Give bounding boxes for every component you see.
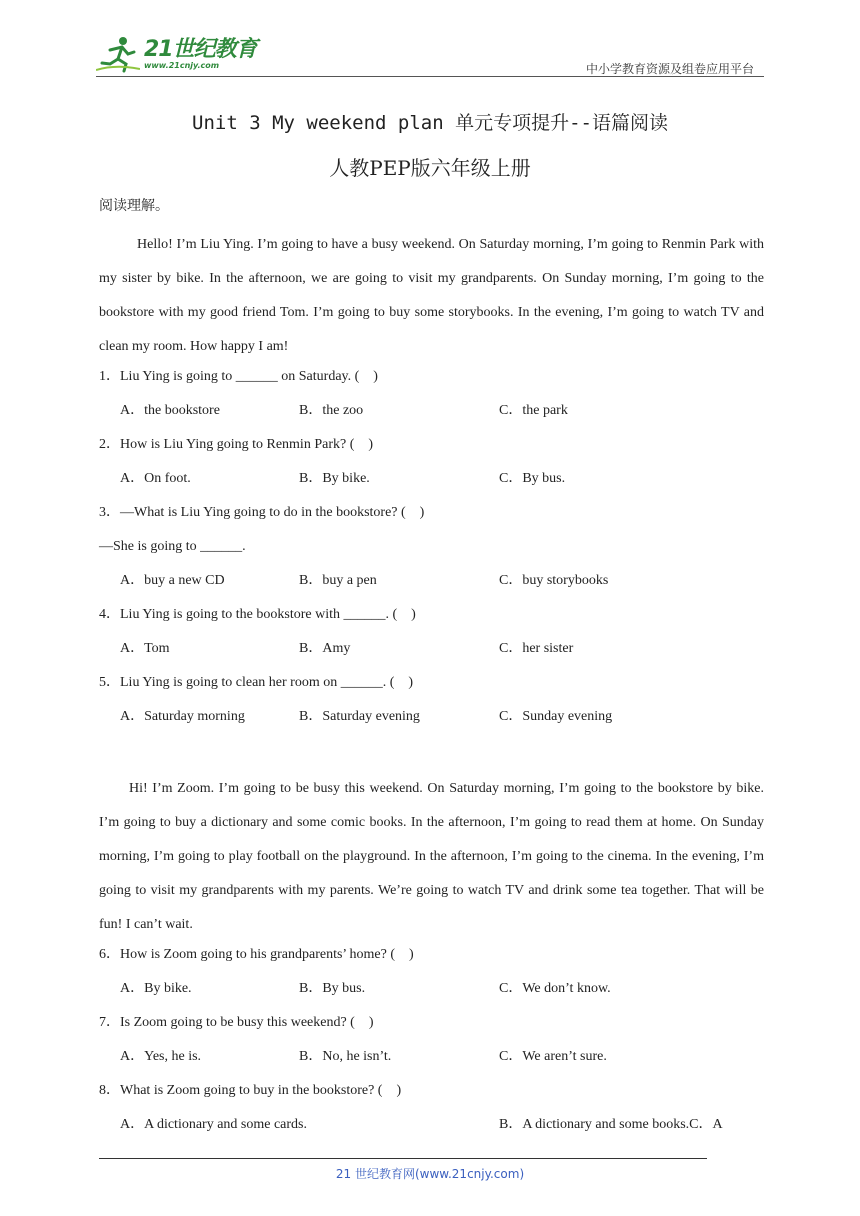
option-a: A．the bookstore bbox=[120, 403, 220, 418]
question-7-options bbox=[99, 1044, 764, 1078]
question-3-answer-stem: —She is going to ______. bbox=[99, 539, 246, 554]
page-header bbox=[96, 30, 764, 78]
question-1: 1．Liu Ying is going to ______ on Saturday. ( ) bbox=[99, 369, 378, 384]
question-8: 8．What is Zoom going to buy in the bookstore? ( ) bbox=[99, 1083, 402, 1098]
option-a: A．A dictionary and some cards. bbox=[120, 1117, 308, 1132]
option-b: B．A dictionary and some books.C．A bbox=[499, 1117, 723, 1132]
document-title: Unit 3 My weekend plan 单元专项提升--语篇阅读 bbox=[192, 112, 668, 134]
passage-2: Hi! I’m Zoom. I’m going to be busy this weekend. On Saturday morning, I’m going to the bookstore by bike. I’m going to buy a dictionary and some comic books. In the afternoon, I’m going to read them at home. On Sunday morning, I’m going to play football on the playground. In the afternoon, I’m going to the cinema. In the evening, I’m going to visit my grandparents with my parents. We’re going to watch TV and drink some tea together. That will be fun! I can’t wait. bbox=[99, 781, 764, 932]
question-7: 7．Is Zoom going to be busy this weekend? ( ) bbox=[99, 1015, 374, 1030]
option-a: A．Yes, he is. bbox=[120, 1049, 202, 1064]
question-4: 4．Liu Ying is going to the bookstore with ______. ( ) bbox=[99, 607, 416, 622]
question-8-options bbox=[99, 1112, 764, 1146]
option-b: B．By bike. bbox=[299, 471, 370, 486]
option-a: A．By bike. bbox=[120, 981, 192, 996]
option-c: C．Sunday evening bbox=[499, 709, 613, 724]
question-5-options bbox=[99, 704, 764, 738]
footer-text: 21 世纪教育网(www.21cnjy.com) bbox=[335, 1167, 525, 1181]
question-5: 5．Liu Ying is going to clean her room on ______. ( ) bbox=[99, 675, 414, 690]
section-label: 阅读理解。 bbox=[99, 199, 169, 214]
platform-name: 中小学教育资源及组卷应用平台 bbox=[585, 62, 754, 76]
logo bbox=[96, 34, 257, 74]
question-2-options bbox=[99, 466, 764, 500]
option-b: B．No, he isn’t. bbox=[299, 1049, 392, 1064]
option-b: B．Saturday evening bbox=[299, 709, 420, 724]
option-c: C．By bus. bbox=[499, 471, 566, 486]
passage-1: Hello! I’m Liu Ying. I’m going to have a busy weekend. On Saturday morning, I’m going to Renmin Park with my sister by bike. In the afternoon, we are going to visit my grandparents. On Sunday morning, I’m going to the bookstore with my good friend Tom. I’m going to buy some storybooks. In the evening, I’m going to watch TV and clean my room. How happy I am! bbox=[99, 237, 764, 354]
option-c: C．buy storybooks bbox=[499, 573, 609, 588]
option-a: A．Saturday morning bbox=[120, 709, 245, 724]
option-b: B．the zoo bbox=[299, 403, 364, 418]
option-c: C．the park bbox=[499, 403, 568, 418]
logo-title: 21世纪教育 bbox=[144, 36, 257, 62]
question-2: 2．How is Liu Ying going to Renmin Park? ( ) bbox=[99, 437, 374, 452]
runner-logo-icon bbox=[96, 34, 140, 74]
option-a: A．buy a new CD bbox=[120, 573, 225, 588]
option-b: B．Amy bbox=[299, 641, 351, 656]
option-a: A．On foot. bbox=[120, 471, 191, 486]
question-6: 6．How is Zoom going to his grandparents’ home? ( ) bbox=[99, 947, 414, 962]
question-6-options bbox=[99, 976, 764, 1010]
question-1-options bbox=[99, 398, 764, 432]
footer-divider bbox=[99, 1158, 707, 1159]
document-subtitle: 人教PEP版六年级上册 bbox=[329, 156, 531, 180]
question-3-options bbox=[99, 568, 764, 602]
question-3: 3．—What is Liu Ying going to do in the bookstore? ( ) bbox=[99, 505, 425, 520]
option-a: A．Tom bbox=[120, 641, 170, 656]
header-divider bbox=[96, 76, 764, 77]
option-c: C．We aren’t sure. bbox=[499, 1049, 607, 1064]
spacer bbox=[99, 738, 764, 772]
document-body bbox=[99, 194, 764, 1146]
question-4-options bbox=[99, 636, 764, 670]
option-b: B．buy a pen bbox=[299, 573, 377, 588]
logo-url: www.21cnjy.com bbox=[144, 60, 220, 70]
option-c: C．We don’t know. bbox=[499, 981, 611, 996]
option-c: C．her sister bbox=[499, 641, 574, 656]
option-b: B．By bus. bbox=[299, 981, 366, 996]
